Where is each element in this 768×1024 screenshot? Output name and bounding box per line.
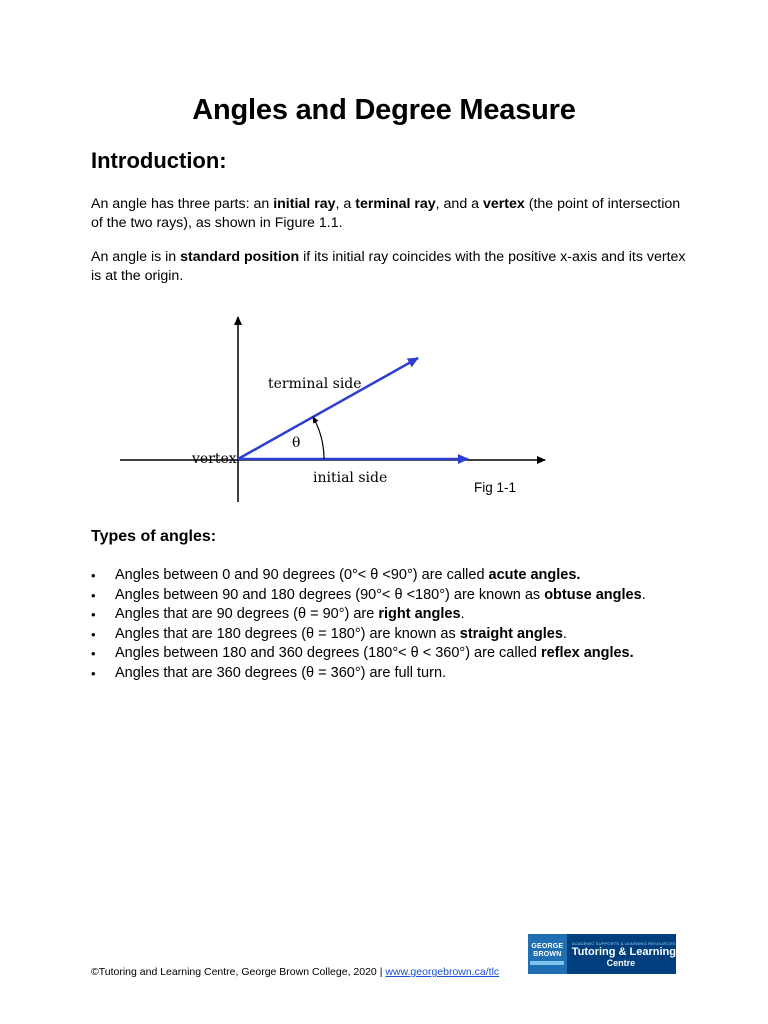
term-vertex: vertex bbox=[483, 196, 525, 212]
footer-link[interactable]: www.georgebrown.ca/tlc bbox=[385, 966, 500, 978]
item-text: Angles that are 90 degrees (θ = 90°) are bbox=[115, 606, 379, 623]
item-term: right angles bbox=[378, 606, 461, 623]
initial-side-label: initial side bbox=[313, 470, 388, 486]
logo-text: Tutoring & Learning bbox=[571, 945, 676, 958]
logo-mark bbox=[528, 934, 567, 974]
types-heading: Types of angles: bbox=[91, 528, 217, 545]
college-logo bbox=[528, 934, 676, 974]
terminal-ray bbox=[238, 358, 418, 459]
item-after: . bbox=[562, 625, 567, 642]
figure-caption: Fig 1-1 bbox=[474, 480, 517, 495]
term-terminal-ray: terminal ray bbox=[355, 196, 436, 212]
item-term: obtuse angles bbox=[544, 586, 642, 603]
vertex-label: vertex bbox=[192, 451, 237, 467]
terminal-side-label: terminal side bbox=[268, 376, 362, 392]
text-run: if its initial ray coincides with the positive x-axis and its vertex is at the origin. bbox=[91, 249, 686, 284]
text-run: (the point of intersection of the two rays), as shown in Figure 1.1. bbox=[91, 196, 681, 231]
logo-wordmark bbox=[567, 934, 676, 974]
list-item bbox=[91, 625, 711, 645]
text-run: , a bbox=[335, 196, 356, 212]
text-run: An angle is in bbox=[91, 249, 181, 265]
item-text: Angles that are 360 degrees (θ = 360°) are full turn. bbox=[115, 664, 447, 681]
bullet-icon: • bbox=[91, 568, 96, 583]
page-title: Angles and Degree Measure bbox=[192, 94, 576, 126]
introduction-heading: Introduction: bbox=[91, 148, 227, 173]
list-item bbox=[91, 644, 711, 664]
footer-copyright bbox=[91, 966, 499, 978]
item-term: acute angles. bbox=[488, 567, 581, 583]
logo-stripe bbox=[530, 961, 564, 965]
text-run: , and a bbox=[435, 196, 483, 212]
logo-text: Centre bbox=[606, 957, 636, 968]
intro-paragraph-1 bbox=[91, 195, 691, 233]
footer-text: ©Tutoring and Learning Centre, George Brown College, 2020 | bbox=[91, 966, 386, 978]
item-term: reflex angles. bbox=[540, 645, 634, 662]
logo-text: GEORGE bbox=[531, 943, 564, 950]
text-run: An angle has three parts: an bbox=[91, 196, 274, 212]
item-text: Angles between 0 and 90 degrees (0°< θ <90°) are called bbox=[115, 567, 489, 583]
item-text: Angles that are 180 degrees (θ = 180°) are known as bbox=[115, 625, 460, 642]
theta-label: θ bbox=[292, 435, 301, 451]
term-initial-ray: initial ray bbox=[273, 196, 336, 212]
item-term: straight angles bbox=[459, 625, 563, 642]
intro-paragraph-2 bbox=[91, 248, 691, 286]
bullet-icon: • bbox=[91, 626, 96, 642]
bullet-icon: • bbox=[91, 646, 96, 662]
item-after: . bbox=[641, 586, 646, 603]
bullet-icon: • bbox=[91, 665, 96, 681]
logo-text: ACADEMIC SUPPORTS & LEARNING RESOURCES bbox=[571, 940, 676, 946]
list-item bbox=[91, 586, 711, 606]
list-item bbox=[91, 664, 711, 684]
list-item bbox=[91, 605, 711, 625]
bullet-icon: • bbox=[91, 607, 96, 623]
angle-arc bbox=[313, 417, 324, 459]
item-text: Angles between 90 and 180 degrees (90°< θ <180°) are known as bbox=[115, 586, 545, 603]
term-standard-position: standard position bbox=[180, 249, 300, 265]
item-after: . bbox=[460, 606, 465, 623]
logo-text: BROWN bbox=[533, 951, 562, 958]
list-item bbox=[91, 566, 711, 586]
bullet-icon: • bbox=[91, 587, 96, 603]
item-text: Angles between 180 and 360 degrees (180°< θ < 360°) are called bbox=[115, 645, 541, 662]
angle-types-list bbox=[91, 566, 711, 684]
